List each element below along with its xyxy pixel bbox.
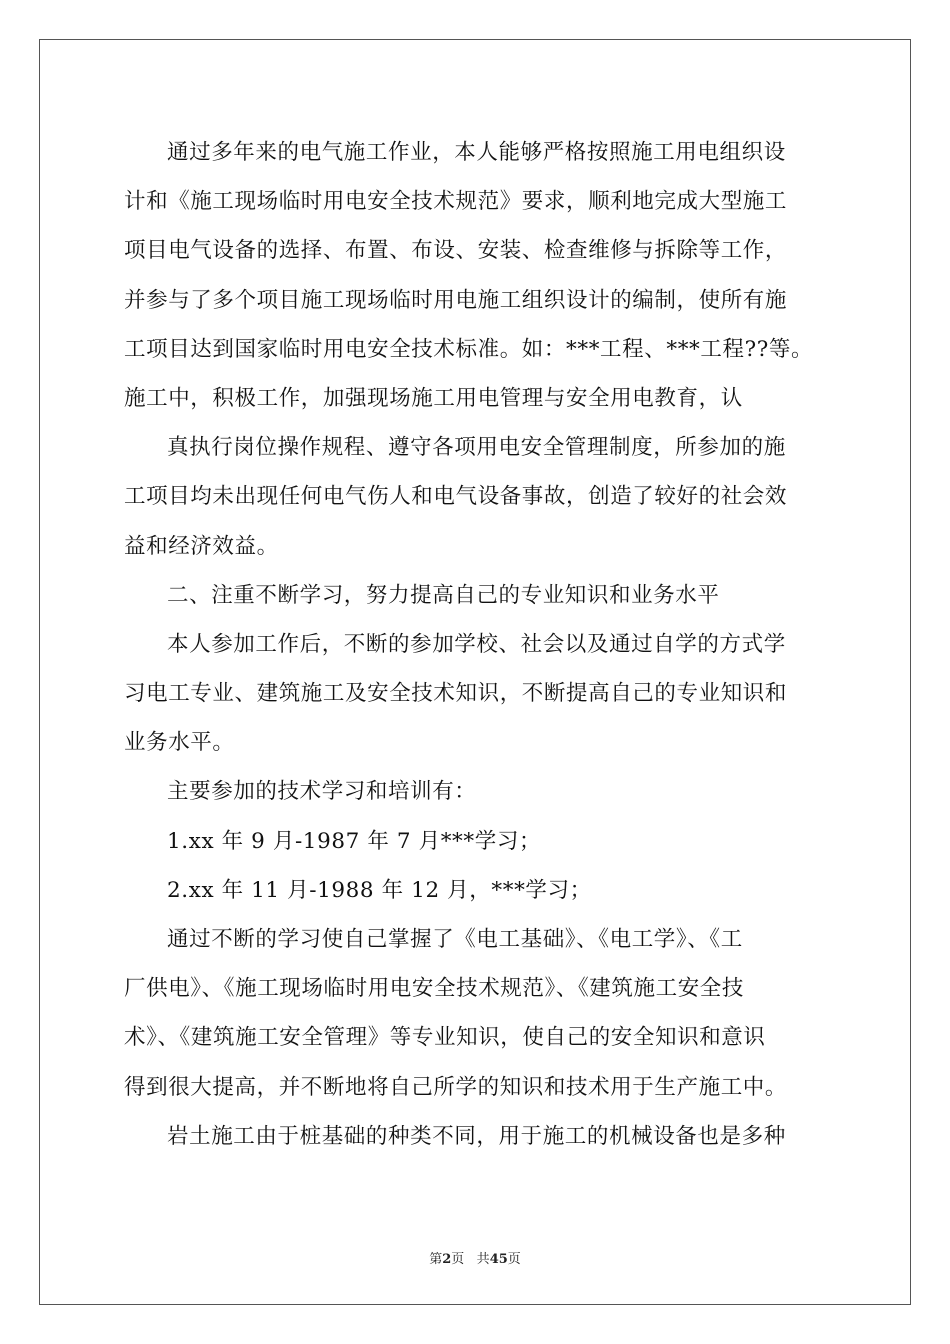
text-line: 本人参加工作后，不断的参加学校、社会以及通过自学的方式学 — [167, 631, 786, 657]
text-line: 并参与了多个项目施工现场临时用电施工组织设计的编制，使所有施 — [124, 287, 788, 313]
list-item: 1.xx 年 9 月-1987 年 7 月***学习； — [167, 828, 542, 854]
text-line: 真执行岗位操作规程、遵守各项用电安全管理制度，所参加的施 — [167, 435, 786, 461]
document-body — [124, 128, 839, 1161]
text-line: 项目电气设备的选择、布置、布设、安装、检查维修与拆除等工作， — [124, 238, 788, 264]
text-line: 厂供电》、《施工现场临时用电安全技术规范》、《建筑施工安全技 — [124, 976, 745, 1002]
text-line: 施工中，积极工作，加强现场施工用电管理与安全用电教育，认 — [124, 385, 743, 411]
total-prefix: 共 — [476, 1252, 490, 1267]
text-line: 岩土施工由于桩基础的种类不同，用于施工的机械设备也是多种 — [167, 1123, 786, 1149]
text-line: 益和经济效益。 — [124, 533, 279, 559]
page-footer — [0, 1248, 950, 1267]
text-line: 计和《施工现场临时用电安全技术规范》要求，顺利地完成大型施工 — [124, 189, 788, 215]
text-line: 通过不断的学习使自己掌握了《电工基础》、《电工学》、《工 — [167, 927, 743, 952]
text-line: 业务水平。 — [124, 730, 235, 756]
text-line: 通过多年来的电气施工作业，本人能够严格按照施工用电组织设 — [167, 140, 786, 165]
text-line: 术》、《建筑施工安全管理》等专业知识，使自己的安全知识和意识 — [124, 1025, 766, 1051]
page-suffix: 页 — [451, 1252, 465, 1267]
total-pages: 45 — [489, 1252, 508, 1267]
page-number: 2 — [442, 1252, 452, 1267]
text-line: 习电工专业、建筑施工及安全技术知识，不断提高自己的专业知识和 — [124, 681, 788, 707]
text-line: 主要参加的技术学习和培训有： — [167, 779, 477, 805]
text-line: 得到很大提高，并不断地将自己所学的知识和技术用于生产施工中。 — [124, 1074, 788, 1100]
page-prefix: 第 — [429, 1252, 443, 1267]
text-line: 工项目达到国家临时用电安全技术标准。如：***工程、***工程??等。 — [124, 336, 814, 362]
text-line: 工项目均未出现任何电气伤人和电气设备事故，创造了较好的社会效 — [124, 484, 788, 510]
section-heading: 二、注重不断学习，努力提高自己的专业知识和业务水平 — [167, 582, 720, 608]
total-suffix: 页 — [507, 1252, 521, 1267]
list-item: 2.xx 年 11 月-1988 年 12 月，***学习； — [167, 877, 592, 903]
